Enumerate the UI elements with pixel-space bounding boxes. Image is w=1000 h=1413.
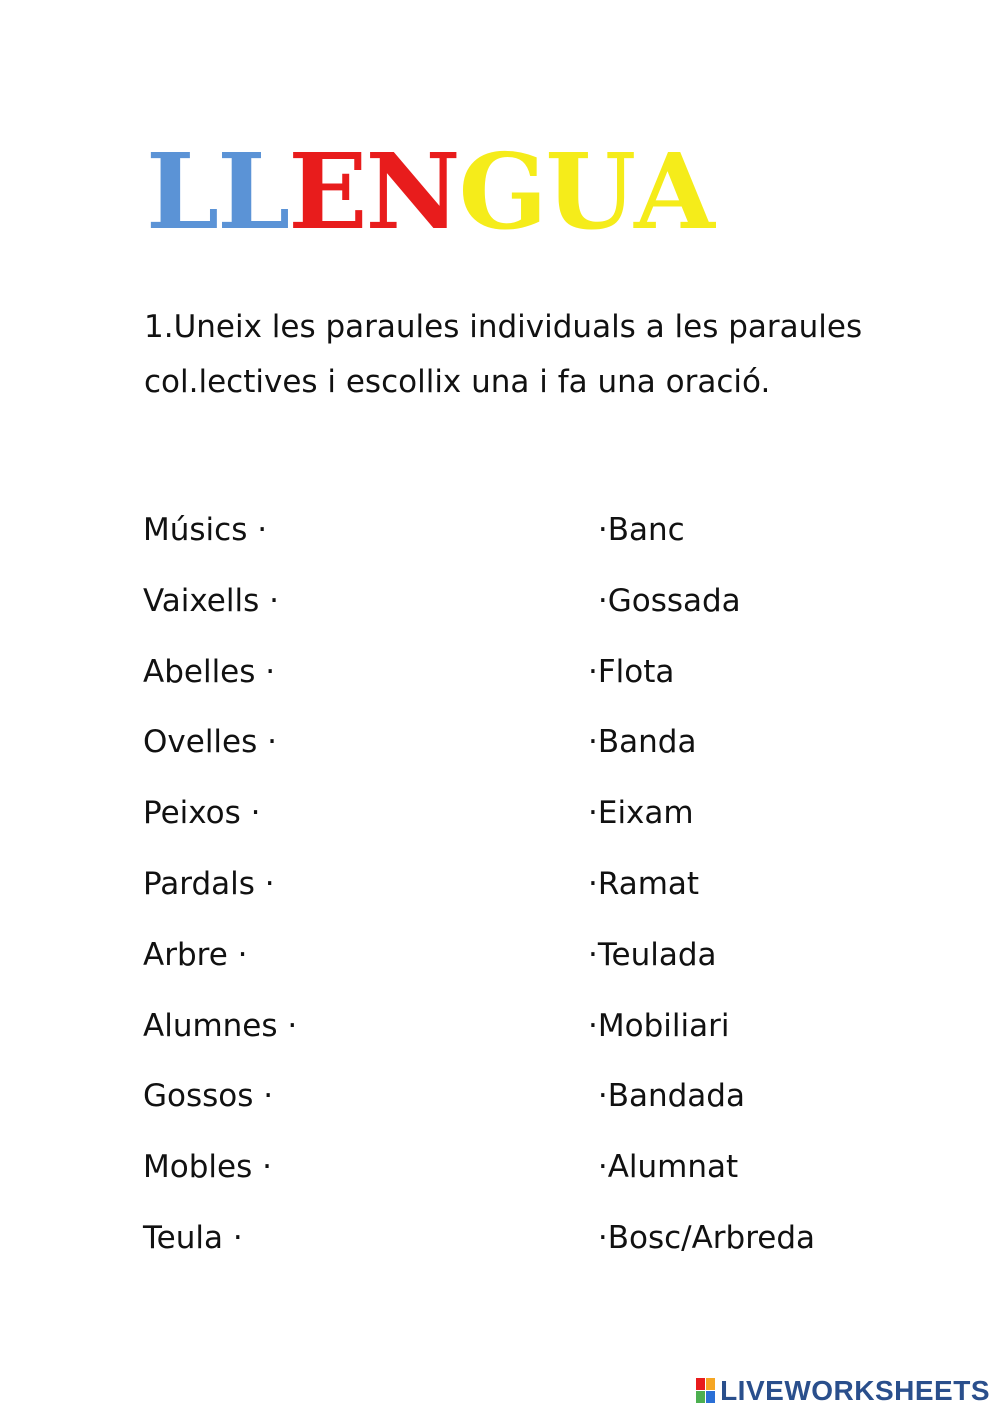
collective-words-column	[588, 495, 815, 1274]
collective-word: ·Flota	[588, 653, 675, 690]
individual-word: Gossos ·	[143, 1078, 274, 1115]
collective-word: ·Mobiliari	[588, 1007, 730, 1044]
individual-word: Abelles ·	[143, 653, 276, 690]
individual-word: Músics ·	[143, 512, 268, 548]
individual-word: Mobles ·	[143, 1149, 272, 1186]
title-letter: U	[545, 130, 635, 253]
collective-word: ·Banc	[588, 512, 685, 548]
individual-word: Peixos ·	[143, 795, 261, 832]
liveworksheets-logo[interactable]	[696, 1375, 990, 1407]
exercise-instruction: 1.Uneix les paraules individuals a les paraules col.lectives i escollix una i fa una oració.	[144, 309, 863, 400]
individual-word: Arbre ·	[143, 936, 248, 973]
collective-word: ·Banda	[588, 724, 697, 761]
collective-word: ·Bandada	[588, 1078, 745, 1115]
individual-word: Vaixells ·	[143, 582, 279, 619]
page-title	[146, 130, 713, 253]
liveworksheets-logo-icon	[696, 1378, 716, 1404]
title-letter: G	[458, 130, 546, 253]
title-letter: A	[634, 130, 713, 253]
collective-word: ·Bosc/Arbreda	[588, 1219, 816, 1256]
individual-word: Pardals ·	[143, 865, 275, 902]
title-letter: L	[217, 130, 289, 253]
individual-word: Teula ·	[143, 1219, 243, 1256]
collective-word: ·Eixam	[588, 795, 694, 832]
title-letter: E	[288, 130, 366, 253]
individual-word: Ovelles ·	[143, 724, 277, 761]
collective-word: ·Ramat	[588, 865, 700, 902]
collective-word: ·Teulada	[588, 936, 717, 973]
individual-words-column	[143, 495, 297, 1274]
liveworksheets-brand-text: LIVEWORKSHEETS	[720, 1375, 990, 1406]
collective-word: ·Gossada	[588, 582, 741, 619]
title-letter: L	[146, 130, 218, 253]
title-letter: N	[365, 130, 459, 253]
collective-word: ·Alumnat	[588, 1149, 739, 1186]
individual-word: Alumnes ·	[143, 1007, 298, 1044]
